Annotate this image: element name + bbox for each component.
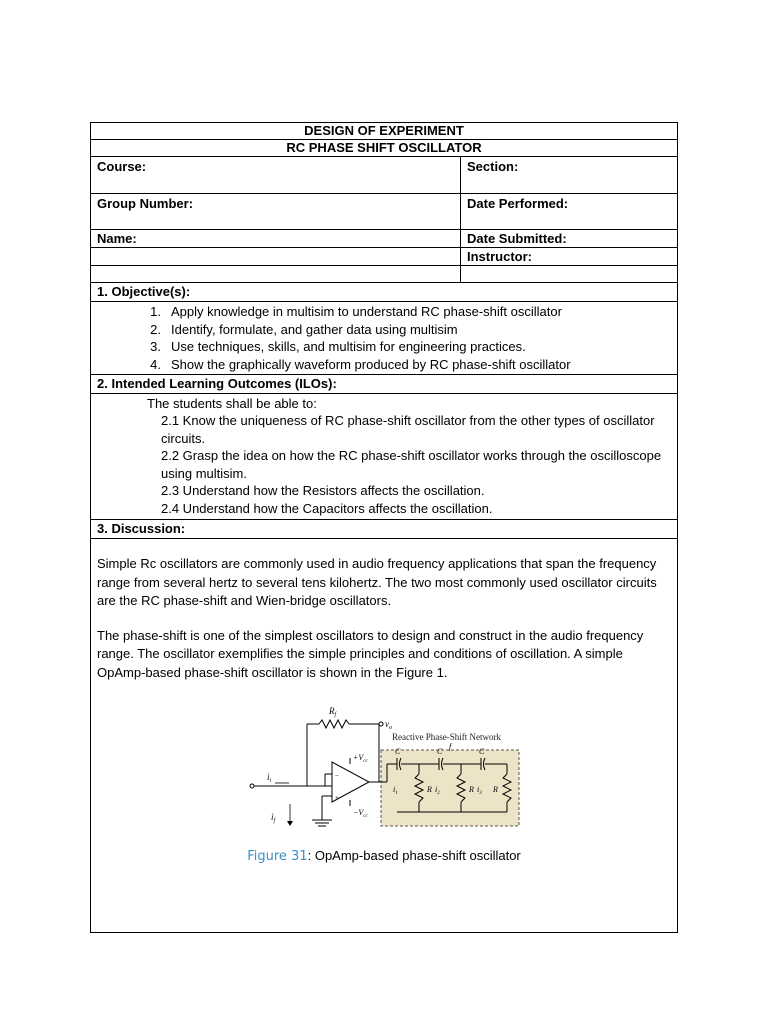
ilos-intro: The students shall be able to: xyxy=(147,396,317,411)
discussion-paragraph-2: The phase-shift is one of the simplest oscillators to design and construct in the audio frequency range. The oscillator exemplifies the simple principles and conditions of oscillation. A simple OpAmp-based phase-shift oscillator is shown in the Figure 1. xyxy=(97,627,644,680)
instructor-label: Instructor: xyxy=(467,249,532,264)
objectives-heading: 1. Objective(s): xyxy=(91,283,677,302)
phase-shift-network-box xyxy=(381,750,519,826)
doc-title: DESIGN OF EXPERIMENT xyxy=(91,123,677,140)
discussion-heading: 3. Discussion: xyxy=(91,520,677,539)
ilo-item: 2.4 Understand how the Capacitors affects the oscillation. xyxy=(161,500,493,516)
ilo-item: 2.2 Grasp the idea on how the RC phase-shift oscillator works through the oscilloscope using multisim. xyxy=(161,448,662,481)
date-performed-label: Date Performed: xyxy=(467,196,569,211)
vcc-pos-label: $+V_{cc}$ xyxy=(353,753,368,764)
objective-item: 1. Apply knowledge in multisim to understand RC phase-shift oscillator xyxy=(150,304,562,319)
doc-subtitle: RC PHASE SHIFT OSCILLATOR xyxy=(91,140,677,157)
blank-cell xyxy=(91,248,461,265)
figure-caption-text: : OpAmp-based phase-shift oscillator xyxy=(307,848,521,863)
vo-label: $v_o$ xyxy=(385,719,392,731)
figure-label: Figure 31 xyxy=(247,849,308,864)
blank-row xyxy=(91,266,677,283)
vcc-neg-label: $-V_{cc}$ xyxy=(353,808,368,819)
ii-label: $i_i$ xyxy=(267,772,272,784)
course-label: Course: xyxy=(91,157,461,193)
oscillator-circuit-figure xyxy=(97,694,673,842)
blank-cell xyxy=(91,266,461,282)
network-label: Reactive Phase-Shift Network xyxy=(392,732,501,742)
svg-text:+: + xyxy=(335,794,339,802)
date-submitted-label: Date Submitted: xyxy=(467,231,567,246)
course-section-row xyxy=(91,157,677,194)
svg-text:−: − xyxy=(335,772,339,780)
cap-label-3: C xyxy=(479,747,485,756)
figure-caption xyxy=(97,848,671,864)
experiment-sheet xyxy=(90,122,678,933)
ilos-list xyxy=(91,394,677,520)
i3-label: $i_3$ xyxy=(477,785,482,796)
name-label: Name: xyxy=(91,230,461,247)
i1-label: $i_1$ xyxy=(393,785,398,796)
res-label-2: R xyxy=(469,785,474,794)
group-number-label: Group Number: xyxy=(91,194,461,229)
res-label-1: R xyxy=(427,785,432,794)
blank-cell xyxy=(461,266,677,282)
ilo-item: 2.1 Know the uniqueness of RC phase-shift oscillator from the other types of oscillator circuits. xyxy=(161,413,655,446)
ilo-item: 2.3 Understand how the Resistors affects the oscillation. xyxy=(161,483,485,498)
rf-resistor xyxy=(319,720,349,728)
f-label: f xyxy=(449,742,452,751)
cap-label-2: C xyxy=(437,747,443,756)
objective-item: 3. Use techniques, skills, and multisim for engineering practices. xyxy=(150,339,526,354)
name-row xyxy=(91,230,677,248)
discussion-body xyxy=(91,555,677,932)
group-date-row xyxy=(91,194,677,230)
ilos-heading: 2. Intended Learning Outcomes (ILOs): xyxy=(91,375,677,394)
i2-label: $i_2$ xyxy=(435,785,440,796)
rf-label: $R_f$ xyxy=(329,706,337,718)
discussion-paragraph-1: Simple Rc oscillators are commonly used in audio frequency applications that span the frequency range from several hertz to several tens kilohertz. The two most commonly used oscillator circuits are the RC phase-shift and Wien-bridge oscillators. xyxy=(97,556,657,608)
objectives-list xyxy=(91,302,677,375)
if-label: $i_f$ xyxy=(271,812,276,824)
objective-item: 4. Show the graphically waveform produced by RC phase-shift oscillator xyxy=(150,356,571,372)
cap-label-1: C xyxy=(395,747,401,756)
objective-item: 2. Identify, formulate, and gather data using multisim xyxy=(150,321,458,337)
instructor-row xyxy=(91,248,677,266)
res-label-3: R xyxy=(493,785,498,794)
section-label: Section: xyxy=(467,159,519,174)
